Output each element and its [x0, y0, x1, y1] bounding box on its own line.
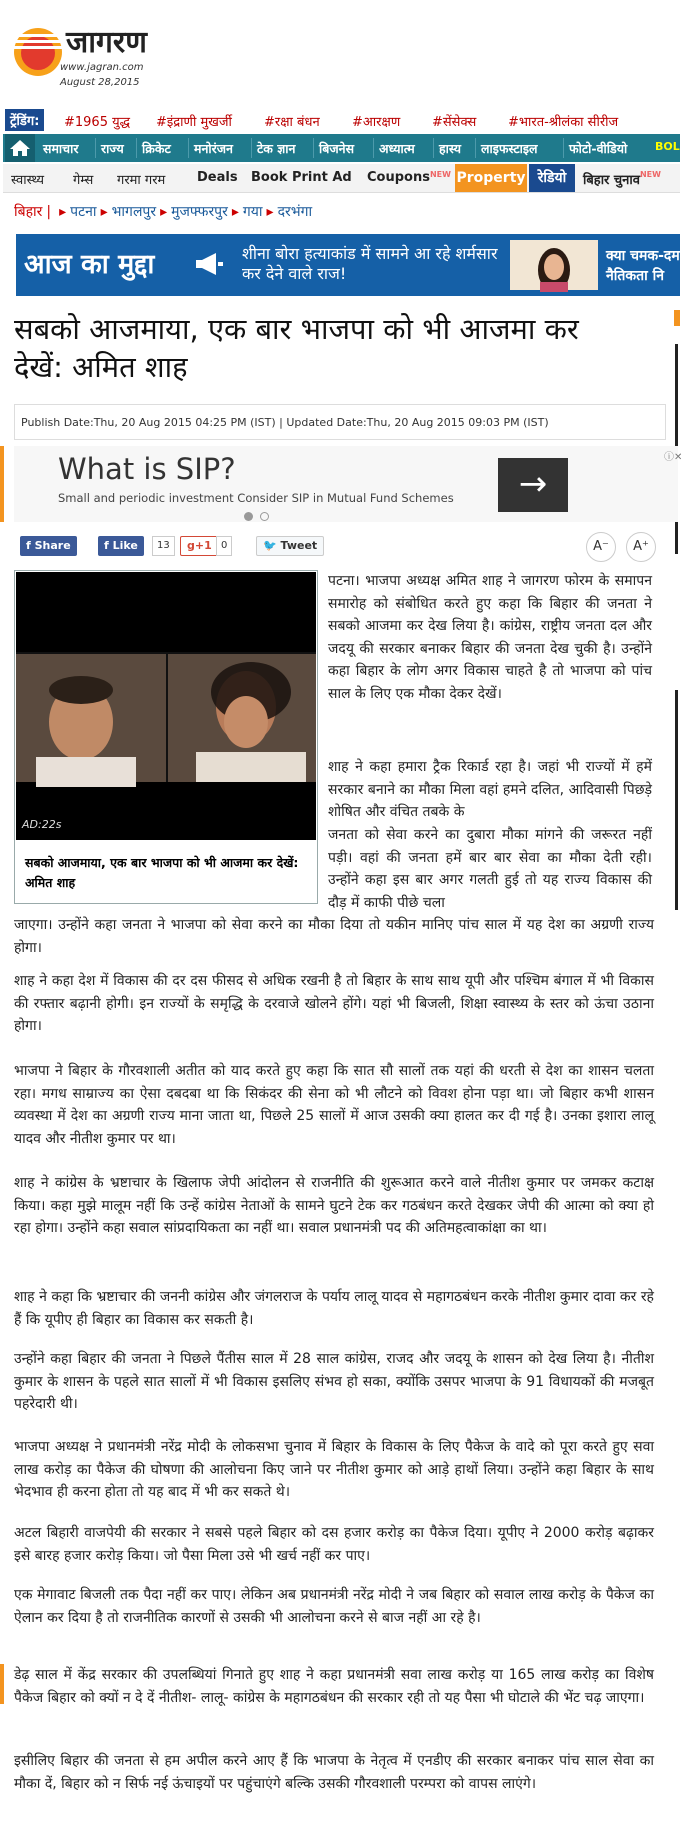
- nav-item-spirituality[interactable]: अध्यात्म: [379, 141, 415, 156]
- subnav-health[interactable]: स्वास्थ्य: [11, 173, 45, 188]
- banner-text: शीना बोरा हत्याकांड में सामने आ रहे शर्मसार कर देने वाले राज!: [242, 244, 498, 283]
- nav-item-cricket[interactable]: क्रिकेट: [142, 141, 171, 156]
- issue-banner[interactable]: [16, 234, 680, 296]
- gplus-count: 0: [216, 536, 232, 556]
- subnav-coupons[interactable]: Coupons$^{NEW}$: [367, 170, 451, 185]
- ad-title: What is SIP?: [58, 452, 236, 486]
- article-paragraph: अटल बिहारी वाजपेयी की सरकार ने सबसे पहले बिहार को दस हजार करोड़ का पैकेज दिया। यूपीए ने 2000 करोड़ बढ़ाकर इसे बारह हजार करोड़ किया। जो पैसा मिला उसे भी खर्च नहीं कर पाए।: [14, 1525, 654, 1564]
- article-paragraph: पटना। भाजपा अध्यक्ष अमित शाह ने जागरण फोरम के समापन समारोह को संबोधित करते हुए कहा कि बिहार की जनता ने सबको आजमा कर देख लिया है। कांग्रेस, राष्ट्रीय जनता दल और जदयू की सरकार बनाकर बिहार की जनता देख चुकी है। उन्होंने कहा बिहार के लोग अगर विकास चाहते है तो भाजपा को पांच साल के लिए एक मौका देकर देखें।: [328, 573, 652, 702]
- video-ad-timer: AD:22s: [22, 818, 62, 831]
- nav-item-business[interactable]: बिजनेस: [319, 141, 355, 156]
- nav-item-entertainment[interactable]: मनोरंजन: [194, 141, 233, 156]
- article-paragraph: इसीलिए बिहार की जनता से हम अपील करने आए हैं कि भाजपा के नेतृत्व में एनडीए की सरकार बनाकर पांच साल सेवा का मौका दें, बिहार को न सिर्फ नई ऊंचाइयों पर पहुंचाएंगे बल्कि उसकी गौरवशाली परम्परा को वापस लाएंगे।: [14, 1753, 654, 1792]
- banner-title: आज का मुद्दा: [24, 249, 155, 280]
- subnav-deals[interactable]: Deals: [197, 170, 238, 185]
- article-paragraph: शाह ने कहा देश में विकास की दर दस फीसद से अधिक रखनी है तो बिहार के साथ साथ यूपी और पश्चिम बंगाल में भी विकास की रफ्तार बढ़ानी होगी। इन राज्यों के समृद्धि के दरवाजे खोलने होंगे। यहां भी बिजली, शिक्षा स्वास्थ्य के स्तर को ऊंचा उठाना होगा।: [14, 973, 654, 1035]
- like-count: 13: [152, 536, 175, 556]
- article-paragraph: जनता को सेवा करने का दुबारा मौका मांगने की जरूरत नहीं पड़ी। वहां की जनता हमें बार बार सेवा का मौका देती रही। उन्होंने कहा इस बार अगर गलती हुई तो यह राज्य विकास की दौड़ में काफी पीछे चला: [328, 827, 652, 911]
- nav-item-bol[interactable]: BOL: [655, 140, 680, 153]
- article-paragraph: शाह ने कांग्रेस के भ्रष्टाचार के खिलाफ जेपी आंदोलन से राजनीति की शुरूआत करने वाले नीतीश कुमार पर जमकर कटाक्ष किया। कहा मुझे मालूम नहीं कि उन्हें कांग्रेस नेताओं के सामने घुटने टेक कर गठबंधन करते देखकर जेपी की आत्मा को क्या हो रहा होगा। उन्होंने कहा सवाल सांप्रदायिकता का नहीं था। सवाल प्रधानमंत्री पद की अतिमहत्वाकांक्षा का था।: [14, 1175, 654, 1237]
- site-logo[interactable]: जागरण: [66, 25, 147, 60]
- article-paragraph: भाजपा ने बिहार के गौरवशाली अतीत को याद करते हुए कहा कि सात सौ सालों तक यहां की धरती से देश का शासन चलता रहा। मगध साम्राज्य का ऐसा दबदबा था कि सिकंदर की सेना को भी लौटने को विवश होना पड़ा था। जो बिहार कभी शासन व्यवस्था में देश का अग्रणी राज्य माना जाता था, पिछले 25 सालों में आज उसकी क्या हालत कर दी गई है। उनका इशारा लालू यादव और नीतीश कुमार पर था।: [14, 1063, 654, 1147]
- breadcrumb-patna[interactable]: पटना: [70, 204, 97, 220]
- carousel-dot-active[interactable]: [244, 512, 253, 521]
- article-paragraph: उन्होंने कहा बिहार की जनता ने पिछले पैंतीस साल में 28 साल कांग्रेस, राजद और जदयू के शासन को देख लिया है। नीतीश कुमार के शासन के पहले सात सालों में भी विकास इसलिए संभव हो सका, क्योंकि उसपर भाजपा के 91 विधायकों की मजबूत पहरेदारी थी।: [14, 1351, 654, 1413]
- ad-subtitle: Small and periodic investment Consider SIP in Mutual Fund Schemes: [58, 491, 454, 505]
- nav-item-news[interactable]: समाचार: [43, 141, 79, 156]
- new-badge: NEW: [639, 170, 661, 179]
- gplus-button[interactable]: g+1: [180, 536, 219, 556]
- share-bar: [20, 536, 660, 558]
- carousel-dot[interactable]: [260, 512, 269, 521]
- subnav-games[interactable]: गेम्स: [73, 173, 94, 188]
- banner-right-text: क्या चमक-दम नैतिकता नि: [606, 248, 680, 284]
- subnav-bihar-election[interactable]: बिहार चुनाव$^{NEW}$: [583, 170, 661, 188]
- nav-item-lifestyle[interactable]: लाइफस्टाइल: [481, 141, 538, 156]
- site-url: www.jagran.com: [60, 62, 144, 73]
- new-badge: NEW: [429, 170, 451, 179]
- font-decrease-button[interactable]: A⁻: [586, 532, 616, 562]
- article-video-player[interactable]: [16, 572, 316, 840]
- trending-item[interactable]: #भारत-श्रीलंका सीरीज: [508, 115, 619, 130]
- article-paragraph: एक मेगावाट बिजली तक पैदा नहीं कर पाए। लेकिन अब प्रधानमंत्री नरेंद्र मोदी ने जब बिहार को सवाल लाख करोड़ के पैकेज का ऐलान कर दिया है तो राजनीतिक कारणों से उसकी भी आलोचना करने से बाज नहीं आ रहे है।: [14, 1587, 654, 1626]
- subnav-property[interactable]: Property: [455, 164, 527, 192]
- nav-item-state[interactable]: राज्य: [101, 141, 124, 156]
- megaphone-icon: [194, 250, 224, 278]
- nav-item-photo-video[interactable]: फोटो-वीडियो: [569, 141, 628, 156]
- breadcrumb-darbhanga[interactable]: दरभंगा: [277, 204, 313, 220]
- article-headline: सबको आजमाया, एक बार भाजपा को भी आजमा कर देखें: अमित शाह: [14, 312, 579, 384]
- article-paragraph: भाजपा अध्यक्ष ने प्रधानमंत्री नरेंद्र मोदी के लोकसभा चुनाव में बिहार के विकास के लिए पैकेज के वादे को पूरा करते हुए सवा लाख करोड़ का पैकेज की घोषणा की आलोचना किए जाने पर नीतीश कुमार को आड़े हाथों लिया। उन्होंने कहा बिहार के साथ भेदभाव ही करना होता तो यह बाद में भी कर सकते थे।: [14, 1439, 654, 1501]
- nav-item-humor[interactable]: हास्य: [439, 141, 461, 156]
- main-nav: [3, 134, 680, 162]
- jagran-logo-sun-icon[interactable]: [14, 22, 62, 50]
- subnav-radio[interactable]: रेडियो: [529, 164, 575, 192]
- breadcrumb-bhagalpur[interactable]: भागलपुर: [111, 204, 157, 220]
- article-paragraph: डेढ़ साल में केंद्र सरकार की उपलब्धियां गिनाते हुए शाह ने कहा प्रधानमंत्री सवा लाख करोड़ या 165 लाख करोड़ का विशेष पैकेज बिहार को क्यों न दे दें नीतीश- लालू- कांग्रेस के महागठबंधन की सरकार रही तो यह पैसा भी घोटाले की भेंट चढ़ जाएगा।: [14, 1667, 654, 1706]
- subnav-book-print-ad[interactable]: Book Print Ad: [251, 170, 352, 185]
- trending-item[interactable]: #रक्षा बंधन: [264, 115, 320, 130]
- trending-label: ट्रेंडिंग:: [5, 109, 44, 131]
- trending-item[interactable]: #1965 युद्ध: [64, 115, 131, 130]
- tweet-button[interactable]: 🐦 Tweet: [256, 536, 324, 556]
- facebook-share-button[interactable]: f Share: [20, 536, 77, 556]
- sip-ad[interactable]: [14, 446, 683, 522]
- article-paragraph: जाएगा। उन्होंने कहा जनता ने भाजपा को सेवा करने का मौका दिया तो यकीन मानिए पांच साल में यह देश का अग्रणी राज्य होगा।: [14, 917, 654, 956]
- breadcrumb-muzaffarpur[interactable]: मुजफ्फरपुर: [171, 204, 228, 220]
- article-meta: Publish Date:Thu, 20 Aug 2015 04:25 PM (IST) | Updated Date:Thu, 20 Aug 2015 09:03 PM (IST): [14, 404, 666, 440]
- article-paragraph: शाह ने कहा हमारा ट्रैक रिकार्ड रहा है। जहां भी राज्यों में हमें सरकार बनाने का मौका मिला वहां हमने दलित, आदिवासी पिछड़े शोषित और वंचित तबके के: [328, 759, 652, 821]
- trending-bar: [0, 106, 680, 132]
- trending-item[interactable]: #आरक्षण: [352, 115, 401, 130]
- breadcrumb-gaya[interactable]: गया: [242, 204, 263, 220]
- video-caption: सबको आजमाया, एक बार भाजपा को भी आजमा कर देखें: अमित शाह: [25, 855, 299, 890]
- side-scroll-marker: [675, 690, 678, 910]
- sub-nav: [3, 164, 680, 193]
- trending-item[interactable]: #सेंसेक्स: [432, 115, 477, 130]
- font-increase-button[interactable]: A⁺: [626, 532, 656, 562]
- home-icon[interactable]: [5, 134, 35, 162]
- subnav-hot[interactable]: गरमा गरम: [117, 173, 166, 188]
- ad-close-icon[interactable]: ⓘ✕: [664, 452, 683, 463]
- facebook-like-button[interactable]: f Like: [98, 536, 144, 556]
- breadcrumb: बिहार | ▸ पटना ▸ भागलपुर ▸ मुजफ्फरपुर ▸ गया ▸ दरभंगा: [14, 204, 313, 220]
- trending-item[interactable]: #इंद्राणी मुखर्जी: [156, 115, 232, 130]
- site-date: August 28,2015: [60, 77, 140, 88]
- nav-item-tech[interactable]: टेक ज्ञान: [257, 141, 296, 156]
- article-paragraph: शाह ने कहा कि भ्रष्टाचार की जननी कांग्रेस और जंगलराज के पर्याय लालू यादव से महागठबंधन करके नीतीश कुमार दावा कर रहे हैं कि यूपीए ही बिहार का विकास कर सकती है।: [14, 1289, 654, 1328]
- banner-photo: [510, 240, 598, 290]
- breadcrumb-bihar[interactable]: बिहार: [14, 204, 43, 220]
- ad-arrow-button[interactable]: →: [498, 458, 568, 512]
- article-video[interactable]: [14, 570, 318, 904]
